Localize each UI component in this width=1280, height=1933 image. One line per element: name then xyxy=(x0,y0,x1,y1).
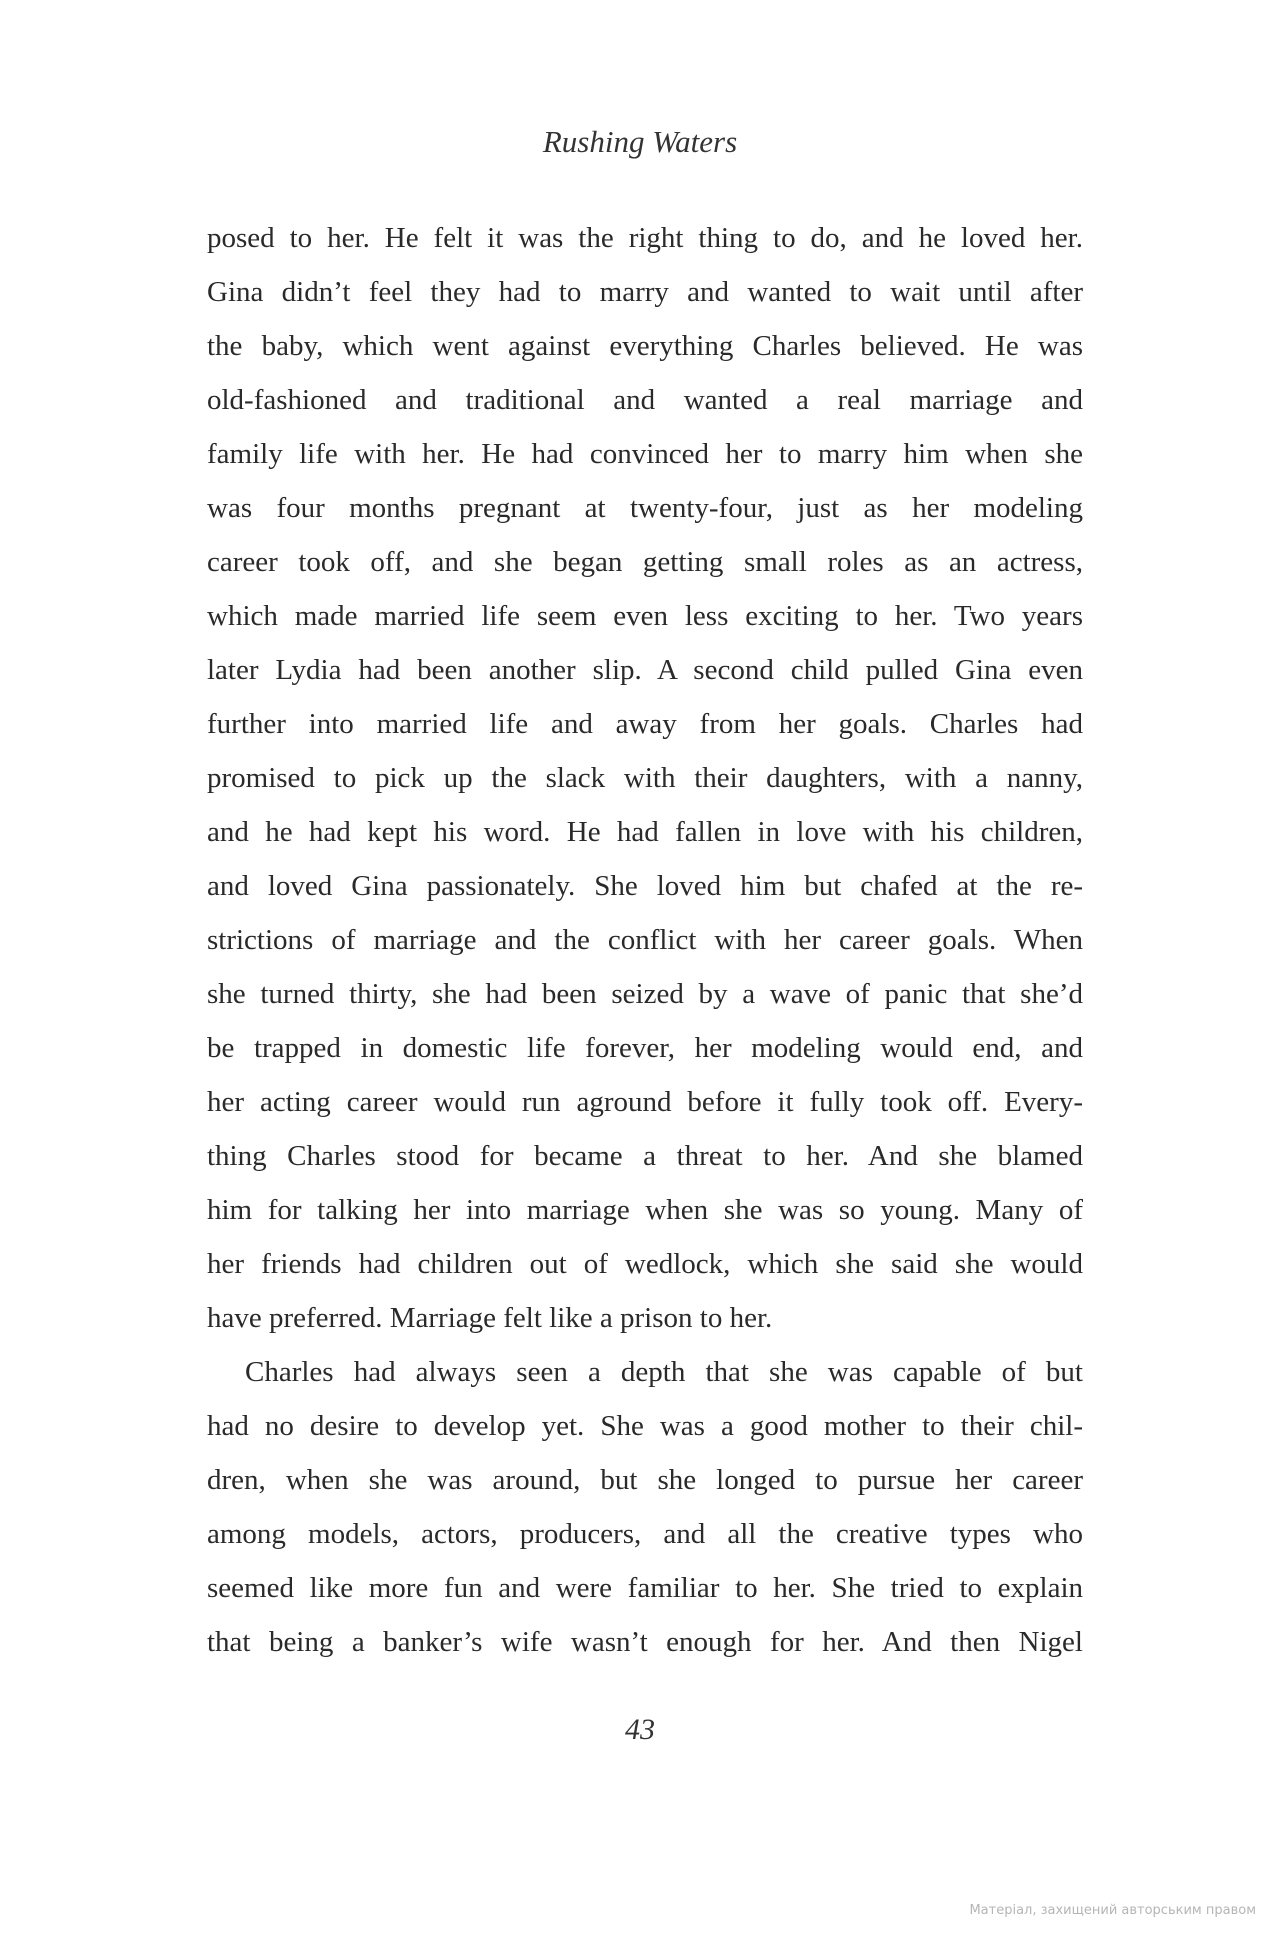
text-line: thing Charles stood for became a threat to her. And she blamed xyxy=(207,1140,1083,1172)
text-line: dren, when she was around, but she longed to pursue her career xyxy=(207,1464,1083,1496)
text-line: Gina didn’t feel they had to marry and wanted to wait until after xyxy=(207,276,1083,308)
text-line: was four months pregnant at twenty-four, just as her modeling xyxy=(207,492,1083,524)
text-line: have preferred. Marriage felt like a prison to her. xyxy=(207,1302,773,1334)
text-line: and he had kept his word. He had fallen in love with his children, xyxy=(207,816,1083,848)
text-line: her friends had children out of wedlock, which she said she would xyxy=(207,1248,1083,1280)
text-line: and loved Gina passionately. She loved him but chafed at the re- xyxy=(207,870,1083,902)
copyright-watermark: Матеріал, захищений авторським правом xyxy=(969,1903,1256,1918)
text-line: she turned thirty, she had been seized by a wave of panic that she’d xyxy=(207,978,1083,1010)
text-line: family life with her. He had convinced her to marry him when she xyxy=(207,438,1083,470)
page-number: 43 xyxy=(625,1713,655,1746)
text-line: had no desire to develop yet. She was a good mother to their chil- xyxy=(207,1410,1083,1442)
paragraph-1 xyxy=(207,211,1083,1345)
text-line: posed to her. He felt it was the right thing to do, and he loved her. xyxy=(207,222,1083,254)
text-line: Charles had always seen a depth that she was capable of but xyxy=(245,1356,1083,1388)
text-line: him for talking her into marriage when she was so young. Many of xyxy=(207,1194,1083,1226)
text-line: be trapped in domestic life forever, her modeling would end, and xyxy=(207,1032,1083,1064)
text-line: among models, actors, producers, and all the creative types who xyxy=(207,1518,1083,1550)
text-line: career took off, and she began getting small roles as an actress, xyxy=(207,546,1083,578)
text-line: the baby, which went against everything Charles believed. He was xyxy=(207,330,1083,362)
text-line: which made married life seem even less exciting to her. Two years xyxy=(207,600,1083,632)
text-line: further into married life and away from her goals. Charles had xyxy=(207,708,1083,740)
text-line: seemed like more fun and were familiar to her. She tried to explain xyxy=(207,1572,1083,1604)
text-line: that being a banker’s wife wasn’t enough for her. And then Nigel xyxy=(207,1626,1083,1658)
text-line: promised to pick up the slack with their daughters, with a nanny, xyxy=(207,762,1083,794)
body-text xyxy=(207,211,1083,1669)
text-line: her acting career would run aground before it fully took off. Every- xyxy=(207,1086,1083,1118)
running-header-title: Rushing Waters xyxy=(542,124,738,159)
text-line: strictions of marriage and the conflict with her career goals. When xyxy=(207,924,1083,956)
text-line: later Lydia had been another slip. A second child pulled Gina even xyxy=(207,654,1083,686)
text-line: old-fashioned and traditional and wanted a real marriage and xyxy=(207,384,1083,416)
paragraph-2 xyxy=(207,1345,1083,1669)
